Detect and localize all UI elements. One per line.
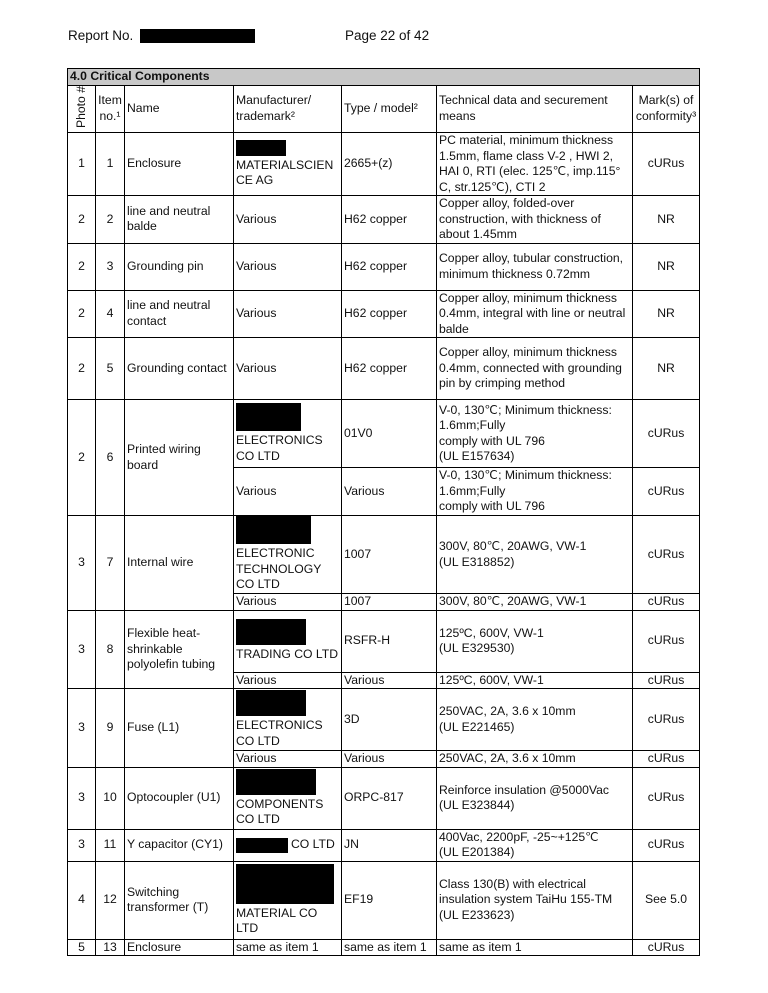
redaction-block <box>236 516 311 544</box>
cell-tech: Class 130(B) with electrical insulation system TaiHu 155-TM (UL E233623) <box>437 861 633 939</box>
cell-tech: 300V, 80℃, 20AWG, VW-1 <box>437 594 633 611</box>
cell-mark: cURus <box>633 133 700 196</box>
col-item: Item no.¹ <box>96 85 125 133</box>
cell-manufacturer <box>234 133 342 196</box>
redaction-block <box>236 403 301 431</box>
manufacturer-text: CO LTD <box>291 837 335 852</box>
table-row <box>68 689 700 751</box>
manufacturer-text: MATERIAL CO LTD <box>236 905 318 936</box>
col-manufacturer: Manufacturer/ trademark² <box>234 85 342 133</box>
cell-mark: cURus <box>633 829 700 861</box>
col-name: Name <box>125 85 234 133</box>
cell-type: 1007 <box>342 516 437 594</box>
cell-tech: Reinforce insulation @5000Vac (UL E323844) <box>437 767 633 829</box>
cell-manufacturer: Various <box>234 672 342 689</box>
cell-type: H62 copper <box>342 338 437 400</box>
cell-name: line and neutral contact <box>125 290 234 338</box>
redaction-block <box>236 838 288 853</box>
cell-manufacturer: Various <box>234 751 342 768</box>
redaction-block <box>236 140 286 156</box>
cell-name: Enclosure <box>125 939 234 956</box>
cell-type: ORPC-817 <box>342 767 437 829</box>
cell-tech: Copper alloy, minimum thickness 0.4mm, connected with grounding pin by crimping method <box>437 338 633 400</box>
cell-photo: 2 <box>68 290 96 338</box>
cell-tech: V-0, 130℃; Minimum thickness: 1.6mm;Fully comply with UL 796 <box>437 468 633 516</box>
cell-manufacturer: Various <box>234 338 342 400</box>
cell-mark: cURus <box>633 767 700 829</box>
manufacturer-text: ELECTRONIC TECHNOLOGY CO LTD <box>236 546 322 592</box>
critical-components-table <box>67 68 700 956</box>
table-row <box>68 610 700 672</box>
col-mark: Mark(s) of conformity³ <box>633 85 700 133</box>
cell-type: RSFR-H <box>342 610 437 672</box>
cell-item: 12 <box>96 861 125 939</box>
cell-type: H62 copper <box>342 290 437 338</box>
cell-mark: cURus <box>633 400 700 468</box>
report-number <box>68 28 255 43</box>
cell-name: Flexible heat-shrinkable polyolefin tubing <box>125 610 234 689</box>
manufacturer-text: MATERIALSCIEN CE AG <box>236 157 334 188</box>
cell-photo: 2 <box>68 400 96 516</box>
cell-mark: See 5.0 <box>633 861 700 939</box>
table-row <box>68 516 700 594</box>
cell-item: 3 <box>96 243 125 290</box>
cell-type: 2665+(z) <box>342 133 437 196</box>
cell-manufacturer: Various <box>234 468 342 516</box>
cell-mark: cURus <box>633 672 700 689</box>
cell-type: H62 copper <box>342 196 437 244</box>
cell-mark: cURus <box>633 516 700 594</box>
table-row <box>68 243 700 290</box>
cell-manufacturer <box>234 689 342 751</box>
cell-photo: 2 <box>68 243 96 290</box>
cell-tech: Copper alloy, folded-over construction, with thickness of about 1.45mm <box>437 196 633 244</box>
table-row <box>68 829 700 861</box>
cell-tech: Copper alloy, minimum thickness 0.4mm, integral with line or neutral balde <box>437 290 633 338</box>
cell-photo: 3 <box>68 516 96 611</box>
cell-type: 01V0 <box>342 400 437 468</box>
table-row <box>68 338 700 400</box>
cell-type: Various <box>342 468 437 516</box>
cell-mark: cURus <box>633 610 700 672</box>
cell-type: Various <box>342 672 437 689</box>
cell-photo: 3 <box>68 829 96 861</box>
cell-name: Printed wiring board <box>125 400 234 516</box>
cell-photo: 2 <box>68 338 96 400</box>
table-row <box>68 196 700 244</box>
cell-tech: 250VAC, 2A, 3.6 x 10mm <box>437 751 633 768</box>
cell-mark: NR <box>633 290 700 338</box>
cell-tech: 125ºC, 600V, VW-1 <box>437 672 633 689</box>
cell-mark: NR <box>633 338 700 400</box>
redaction-block <box>236 690 306 716</box>
cell-tech: 400Vac, 2200pF, -25~+125℃ (UL E201384) <box>437 829 633 861</box>
manufacturer-text: ELECTRONICS CO LTD <box>236 718 323 748</box>
col-photo: Photo # <box>73 85 88 128</box>
cell-tech: same as item 1 <box>437 939 633 956</box>
cell-mark: cURus <box>633 751 700 768</box>
table-row <box>68 939 700 956</box>
cell-name: line and neutral balde <box>125 196 234 244</box>
cell-item: 10 <box>96 767 125 829</box>
cell-manufacturer: Various <box>234 196 342 244</box>
table-row <box>68 133 700 196</box>
manufacturer-text: COMPONENTS CO LTD <box>236 796 324 827</box>
cell-item: 1 <box>96 133 125 196</box>
table-row <box>68 767 700 829</box>
cell-name: Enclosure <box>125 133 234 196</box>
cell-name: Optocoupler (U1) <box>125 767 234 829</box>
col-tech: Technical data and securement means <box>437 85 633 133</box>
cell-photo: 3 <box>68 767 96 829</box>
cell-mark: NR <box>633 243 700 290</box>
cell-type: same as item 1 <box>342 939 437 956</box>
table-row <box>68 861 700 939</box>
page-number: Page 22 of 42 <box>345 28 430 43</box>
cell-name: Y capacitor (CY1) <box>125 829 234 861</box>
cell-mark: cURus <box>633 939 700 956</box>
table-row <box>68 400 700 468</box>
cell-manufacturer: Various <box>234 594 342 611</box>
cell-mark: cURus <box>633 468 700 516</box>
cell-type: Various <box>342 751 437 768</box>
report-label: Report No. <box>68 28 134 43</box>
cell-name: Switching transformer (T) <box>125 861 234 939</box>
col-type: Type / model² <box>342 85 437 133</box>
cell-photo: 2 <box>68 196 96 244</box>
manufacturer-text: ELECTRONICS CO LTD <box>236 433 323 463</box>
cell-type: 1007 <box>342 594 437 611</box>
cell-photo: 4 <box>68 861 96 939</box>
cell-tech: 300V, 80℃, 20AWG, VW-1 (UL E318852) <box>437 516 633 594</box>
redaction-block <box>140 29 255 43</box>
cell-item: 9 <box>96 689 125 768</box>
cell-item: 4 <box>96 290 125 338</box>
cell-type: JN <box>342 829 437 861</box>
cell-name: Fuse (L1) <box>125 689 234 768</box>
cell-type: 3D <box>342 689 437 751</box>
cell-item: 7 <box>96 516 125 611</box>
table-row <box>68 290 700 338</box>
cell-manufacturer <box>234 829 342 861</box>
cell-type: EF19 <box>342 861 437 939</box>
cell-type: H62 copper <box>342 243 437 290</box>
cell-photo: 5 <box>68 939 96 956</box>
cell-photo: 3 <box>68 689 96 768</box>
cell-item: 8 <box>96 610 125 689</box>
cell-item: 2 <box>96 196 125 244</box>
cell-manufacturer: same as item 1 <box>234 939 342 956</box>
redaction-block <box>236 619 306 645</box>
cell-tech: PC material, minimum thickness 1.5mm, flame class V-2 , HWI 2, HAI 0, RTI (elec. 125℃, imp.115° C, str.125℃), CTI 2 <box>437 133 633 196</box>
cell-manufacturer <box>234 610 342 672</box>
cell-item: 13 <box>96 939 125 956</box>
redaction-block <box>236 864 334 904</box>
cell-photo: 1 <box>68 133 96 196</box>
cell-mark: cURus <box>633 689 700 751</box>
cell-tech: V-0, 130℃; Minimum thickness: 1.6mm;Fully comply with UL 796 (UL E157634) <box>437 400 633 468</box>
cell-photo: 3 <box>68 610 96 689</box>
cell-item: 6 <box>96 400 125 516</box>
cell-item: 5 <box>96 338 125 400</box>
cell-mark: NR <box>633 196 700 244</box>
cell-manufacturer <box>234 767 342 829</box>
section-title: 4.0 Critical Components <box>68 69 700 86</box>
cell-item: 11 <box>96 829 125 861</box>
cell-mark: cURus <box>633 594 700 611</box>
cell-name: Grounding pin <box>125 243 234 290</box>
cell-tech: 125ºC, 600V, VW-1 (UL E329530) <box>437 610 633 672</box>
manufacturer-text: TRADING CO LTD <box>236 647 339 662</box>
cell-name: Internal wire <box>125 516 234 611</box>
cell-name: Grounding contact <box>125 338 234 400</box>
cell-manufacturer <box>234 516 342 594</box>
cell-manufacturer <box>234 400 342 468</box>
cell-manufacturer: Various <box>234 290 342 338</box>
cell-manufacturer: Various <box>234 243 342 290</box>
cell-manufacturer <box>234 861 342 939</box>
cell-tech: 250VAC, 2A, 3.6 x 10mm (UL E221465) <box>437 689 633 751</box>
redaction-block <box>236 769 316 795</box>
cell-tech: Copper alloy, tubular construction, minimum thickness 0.72mm <box>437 243 633 290</box>
